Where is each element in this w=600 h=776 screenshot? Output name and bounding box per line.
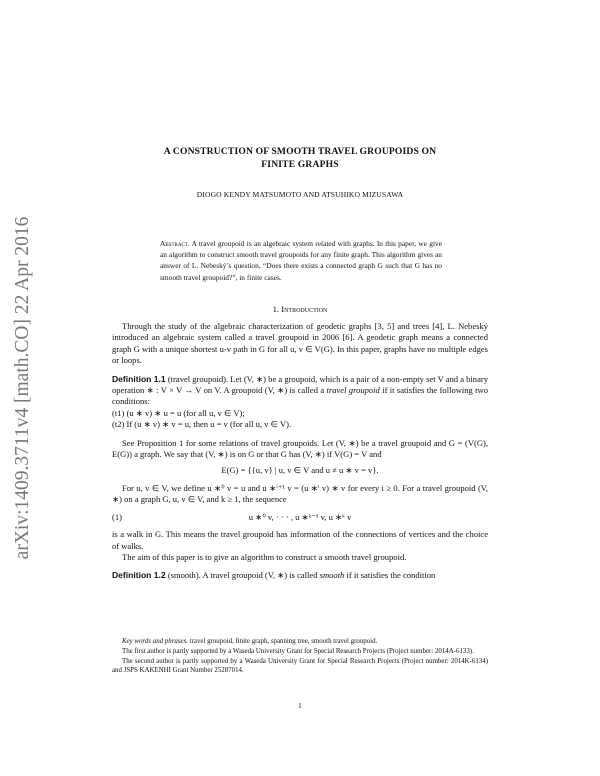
definition-1-1-label: Definition 1.1 [112,373,166,384]
definition-1-1 [112,374,488,408]
keywords-text: travel groupoid, finite graph, spanning tree, smooth travel groupoid. [189,638,378,645]
definition-1-2-text-b: if it satisfies the condition [346,570,436,581]
title-line-1: A CONSTRUCTION OF SMOOTH TRAVEL GROUPOIDS ON [163,146,437,157]
second-author-footnote: The second author is partly supported by a Waseda University Grant for Special Research Projects (Project number: 2014K-6134) and JSPS KAKENHI Grant Number 25287014. [112,657,488,675]
definition-1-2-name: (smooth). [167,570,201,581]
definition-1-1-text-a: Let (V, ∗) be a groupoid, which is a pair of a non-empty set V and a binary operation ∗ : V × V → V on V. A groupoid (V, ∗) is called a [112,373,488,396]
paper-title [112,145,488,171]
definition-1-2 [112,570,488,581]
definition-1-1-term: travel groupoid [326,385,380,396]
title-line-2: FINITE GRAPHS [261,159,339,170]
arxiv-identifier: arXiv:1409.3711v4 [math.CO] 22 Apr 2016 [12,216,33,560]
abstract [160,238,442,283]
page-number: 1 [298,701,302,710]
walk-sequence: u ∗⁰ v, · · · , u ∗ᵏ⁻¹ v, u ∗ᵏ v [248,511,352,522]
walk-paragraph: is a walk in G. This means the travel groupoid has information of the connections of vertices and the choice of walks. [112,529,488,551]
keywords-footnote [112,637,488,647]
condition-t1: (t1) (u ∗ v) ∗ u = u (for all u, v ∈ V); [112,407,245,418]
edge-set-equation: E(G) = {{u, v} | u, v ∈ V and u ≠ u ∗ v = v}. [221,465,379,476]
condition-t2: (t2) If (u ∗ v) ∗ v = u, then u = v (for all u, v ∈ V). [112,419,292,430]
abstract-label: Abstract. [160,239,190,248]
travel-groupoid-on-graph-paragraph: See Proposition 1 for some relations of travel groupoids. Let (V, ∗) be a travel groupoid and G = (V(G), E(G)) a graph. We say that (V, ∗) is on G or that G has (V, ∗) if V(G) = V and [112,437,488,460]
arxiv-sidebar-stamp [8,178,38,598]
equation-number: (1) [112,511,122,522]
definition-1-1-name: (travel groupoid). [167,373,229,384]
section-heading [112,304,488,314]
power-definition-paragraph: For u, v ∈ V, we define u ∗⁰ v = u and u ∗ⁱ⁺¹ v = (u ∗ⁱ v) ∗ v for every i ≥ 0. For a travel groupoid (V, ∗) on a graph G, u, v ∈ V, and k ≥ 1, the sequence [112,482,488,505]
definition-1-2-term: smooth [319,570,345,581]
footnotes [112,637,488,676]
section-title: Introduction [281,304,328,314]
body-text [112,321,488,582]
intro-paragraph: Through the study of the algebraic characterization of geodetic graphs [3, 5] and trees [4], L. Nebeský introduced an algebraic system called a travel groupoid in 2006 [6]. A geodetic graph means a connected graph G with a unique shortest u-v path in G for all u, v ∈ V(G). In this paper, graphs have no multiple edges or loops. [112,321,488,366]
walk-equation [112,512,488,523]
keywords-label: Key words and phrases. [122,638,188,645]
definition-1-1-text-b: if it satisfies the following two conditions: [112,385,488,407]
section-number: 1. [272,304,280,314]
definition-1-2-label: Definition 1.2 [112,570,166,581]
aim-paragraph: The aim of this paper is to give an algorithm to construct a smooth travel groupoid. [122,551,407,562]
author-list: DIOGO KENDY MATSUMOTO AND ATSUHIKO MIZUSAWA [196,190,404,199]
definition-1-2-text-a: A travel groupoid (V, ∗) is called [202,570,318,581]
abstract-text: A travel groupoid is an algebraic system related with graphs. In this paper, we give an algorithm to construct smooth travel groupoids for any finite graph. This algorithm gives an answer of L. Nebeský’s question, “Does there exists a connected graph G such that G has no smooth travel groupoid?”, in finite cases. [160,239,442,282]
first-author-footnote: The first author is partly supported by a Waseda University Grant for Special Research Projects (Project number: 2014A-6133). [122,647,474,655]
